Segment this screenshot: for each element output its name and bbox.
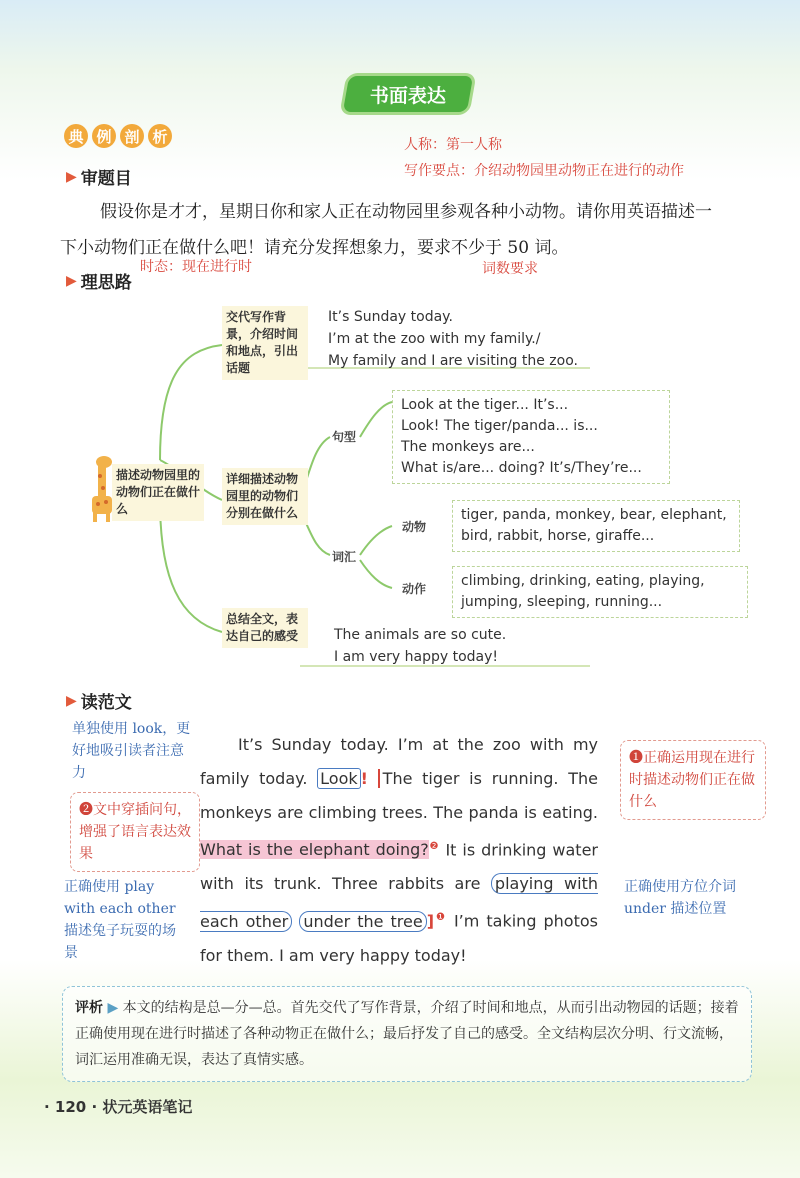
badge: 典 <box>64 124 88 148</box>
essay-text: It’s Sunday today. I’m at the zoo with my family today. <box>200 735 598 788</box>
triangle-icon: ▶ <box>66 168 77 185</box>
pattern-line: The monkeys are... <box>401 439 535 455</box>
essay-question: What is the elephant doing? <box>200 840 429 860</box>
branch1-sentences <box>328 306 578 372</box>
banner-title: 书面表达 <box>369 84 446 107</box>
node-sentence-patterns: 句型 <box>332 430 357 444</box>
analysis-text: 本文的结构是总—分—总。首先交代了写作背景，介绍了时间和地点，从而引出动物园的话题；接着正确使用现在进行时描述了各种动物正在做什么；最后抒发了自己的感受。全文结构层次分明、行文流畅，词汇运用准确无误，表达了真情实感。 <box>75 1000 739 1068</box>
note-look: 单独使用 look，更好地吸引读者注意力 <box>72 721 191 781</box>
vocab-line: jumping, sleeping, running... <box>461 594 663 610</box>
note-tense: ❶正确运用现在进行时描述动物们正在做什么 <box>620 740 766 820</box>
annotation-wordcount: 词数要求 <box>482 261 538 277</box>
section-label: 审题目 <box>80 169 132 189</box>
vocab-line: climbing, drinking, eating, playing, <box>461 573 705 589</box>
essay-paragraph: It’s Sunday today. I’m at the zoo with my family today. Look ! The tiger is running. The monkeys are climbing trees. The panda is eating. What is the elephant doing?$^❷$ It is drinking water with its trunk. Three rabbits are playing with each other under the tree ]$^❶$ I’m taking photos for them. I am very happy today! <box>200 735 599 965</box>
essay-text: The tiger is running. The monkeys are climbing trees. The panda is eating. <box>200 769 599 822</box>
essay-playing: playing with each other <box>200 874 598 931</box>
badge: 析 <box>148 124 172 148</box>
essay-under: under the tree <box>299 911 426 932</box>
note-play-with: 正确使用 play with each other 描述兔子玩耍的场景 <box>64 879 176 961</box>
note-under: 正确使用方位介词 under 描述位置 <box>624 879 736 917</box>
section-label: 读范文 <box>80 693 132 713</box>
analysis-label: 评析 <box>75 1000 103 1016</box>
branch3-sentences <box>334 624 506 668</box>
sentence-line: I’m at the zoo with my family./ <box>328 331 541 347</box>
prompt-line: 假设你是才才，星期日你和家人正在动物园里参观各种小动物。请你用英语描述一 <box>100 202 712 222</box>
mindmap-branch-details: 详细描述动物园里的动物们分别在做什么 <box>222 468 308 525</box>
annotation-person: 人称：第一人称 <box>404 137 502 153</box>
annotation-focus: 写作要点：介绍动物园里动物正在进行的动作 <box>404 163 684 179</box>
animals-box <box>452 500 740 552</box>
triangle-icon: ▶ <box>66 272 77 289</box>
mindmap-center: 描述动物园里的动物们正在做什么 <box>112 464 204 521</box>
node-actions: 动作 <box>402 582 427 596</box>
actions-box <box>452 566 748 618</box>
prompt-line: 下小动物们正在做什么吧！请充分发挥想象力，要求不少于 50 词。 <box>60 238 569 258</box>
sentence-line: My family and I are visiting the zoo. <box>328 353 578 369</box>
essay-text: It is drinking water with its trunk. Three rabbits are <box>200 840 599 894</box>
analysis-box: 评析 ▶ 本文的结构是总—分—总。首先交代了写作背景，介绍了时间和地点，从而引出动物园的话题；接着正确使用现在进行时描述了各种动物正在做什么；最后抒发了自己的感受。全文结构层次分明、行文流畅，词汇运用准确无误，表达了真情实感。 <box>62 986 752 1082</box>
sentence-line: It’s Sunday today. <box>328 309 453 325</box>
vocab-line: tiger, panda, monkey, bear, elephant, <box>461 507 727 523</box>
section-heading-model <box>66 688 132 713</box>
model-essay <box>200 728 598 973</box>
annotation-tense: 时态：现在进行时 <box>140 259 252 275</box>
pattern-line: What is/are... doing? It’s/They’re... <box>401 460 642 476</box>
footnote-marker: ❷ <box>428 841 440 852</box>
badge: 剖 <box>120 124 144 148</box>
sentence-line: I am very happy today! <box>334 649 499 665</box>
page-footer: · 120 · 状元英语笔记 <box>44 1098 193 1116</box>
footnote-marker: ❶ <box>434 912 447 924</box>
node-animals: 动物 <box>402 520 427 534</box>
essay-text: I’m taking photos for them. I am very happy today! <box>200 911 598 965</box>
mindmap-branch-summary: 总结全文，表达自己的感受 <box>222 608 308 648</box>
pattern-line: Look at the tiger... It’s... <box>401 397 569 413</box>
vocab-line: bird, rabbit, horse, giraffe... <box>461 528 655 544</box>
pattern-line: Look! The tiger/panda... is... <box>401 418 598 434</box>
note-question: ❷文中穿插问句，增强了语言表达效果 <box>70 792 200 872</box>
node-vocabulary: 词汇 <box>332 550 357 564</box>
sentence-patterns-box <box>392 390 670 484</box>
sentence-line: The animals are so cute. <box>334 627 507 643</box>
triangle-icon: ▶ <box>66 692 77 709</box>
essay-exclamation: ! <box>360 769 368 788</box>
essay-look: Look <box>317 768 360 789</box>
badge: 例 <box>92 124 116 148</box>
mindmap-branch-background: 交代写作背景，介绍时间和地点，引出话题 <box>222 306 308 380</box>
section-label: 理思路 <box>80 273 132 293</box>
